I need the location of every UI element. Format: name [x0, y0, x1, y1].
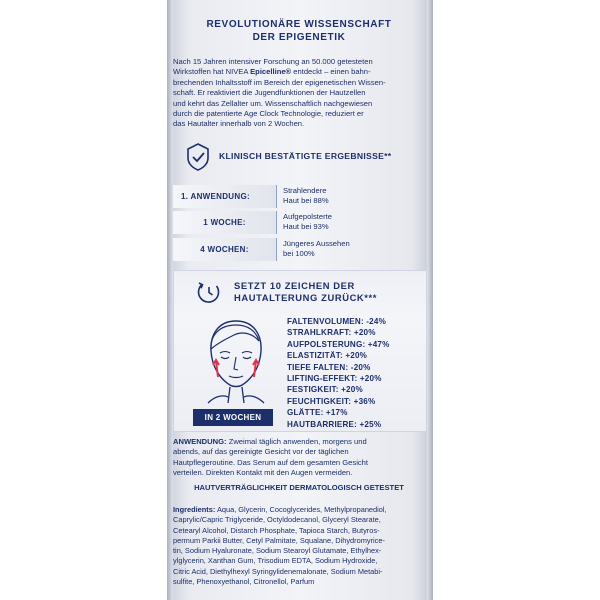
result-label: 4 WOCHEN: [173, 238, 276, 261]
result-row [173, 185, 425, 208]
result-row [173, 211, 425, 234]
face-lift-icon [196, 315, 276, 412]
metric-item: FEUCHTIGKEIT: +36% [287, 396, 376, 406]
clock-rewind-icon [196, 279, 222, 310]
duration-badge: IN 2 WOCHEN [193, 409, 273, 426]
check-shield-icon [185, 142, 211, 177]
ten-signs-box [173, 270, 427, 432]
result-row [173, 238, 425, 261]
panel-edge-right [427, 0, 433, 600]
metric-item: TIEFE FALTEN: -20% [287, 362, 371, 372]
metric-item: STRAHLKRAFT: +20% [287, 328, 376, 338]
result-value: Strahlendere Haut bei 88% [283, 186, 329, 206]
metric-item: HAUTBARRIERE: +25% [287, 419, 382, 429]
metric-item: FESTIGKEIT: +20% [287, 385, 363, 395]
metric-item: FALTENVOLUMEN: -24% [287, 317, 386, 326]
usage-text: ANWENDUNG: Zweimal täglich anwenden, morgens und abends, auf das gereinigte Gesicht vor der täglichen Hautpflegeroutine. Das Serum auf dem gesamten Gesicht verteilen. Direkten Kontakt mit den Augen vermeiden. [173, 437, 369, 478]
metric-item: ELASTIZITÄT: +20% [287, 351, 368, 361]
tested-note: HAUTVERTRÄGLICHKEIT DERMATOLOGISCH GETESTET [194, 483, 404, 492]
result-value: Aufgepolsterte Haut bei 93% [283, 212, 332, 232]
metrics-list [287, 316, 390, 430]
intro-text: Nach 15 Jahren intensiver Forschung an 50.000 getesteten Wirkstoffen hat NIVEA Epicelline® entdeckt – einen bahn- brechenden Inhaltsstoff im Bereich der epigenetischen Wissen- schaft. Er reaktiviert die Jugendfunktionen der Hautzellen und kehrt das Zellalter um. Wissenschaftlich nachgewiesen durch die patentierte Age Clock Technologie, reduziert er das Hautalter innerhalb von 2 Wochen. [173, 57, 386, 129]
box-heading: SETZT 10 ZEICHEN DER HAUTALTERUNG ZURÜCK*** [234, 280, 378, 303]
claim-label: KLINISCH BESTÄTIGTE ERGEBNISSE** [219, 151, 392, 161]
metric-item: AUFPOLSTERUNG: +47% [287, 339, 390, 349]
metric-item: LIFTING-EFFEKT: +20% [287, 374, 382, 384]
ingredients-text: Ingredients: Aqua, Glycerin, Cocoglycerides, Methylpropanediol, Caprylic/Capric Triglyceride, Octyldodecanol, Glyceryl Stearate, Cetearyl Alcohol, Distarch Phosphate, Tapioca Starch, Butyros- permum Parkii Butter, Cetyl Palmitate, Squalane, Dihydromyrice- tin, Sodium Hyaluronate, Sodium Stearoyl Glutamate, Ethylhex- ylglycerin, Xanthan Gum, Trisodium EDTA, Sodium Hydroxide, Citric Acid, Diethylhexyl Syringylidenemalonate, Sodium Metabi- sulfite, Phenoxyethanol, Citronellol, Parfum [173, 505, 387, 587]
clinical-claim [185, 142, 425, 172]
page-title: REVOLUTIONÄRE WISSENSCHAFT DER EPIGENETIK [206, 19, 392, 43]
result-label: 1 WOCHE: [173, 211, 276, 234]
result-label: 1. ANWENDUNG: [173, 185, 276, 208]
metric-item: GLÄTTE: +17% [287, 408, 348, 418]
result-value: Jüngeres Aussehen bei 100% [283, 239, 350, 259]
